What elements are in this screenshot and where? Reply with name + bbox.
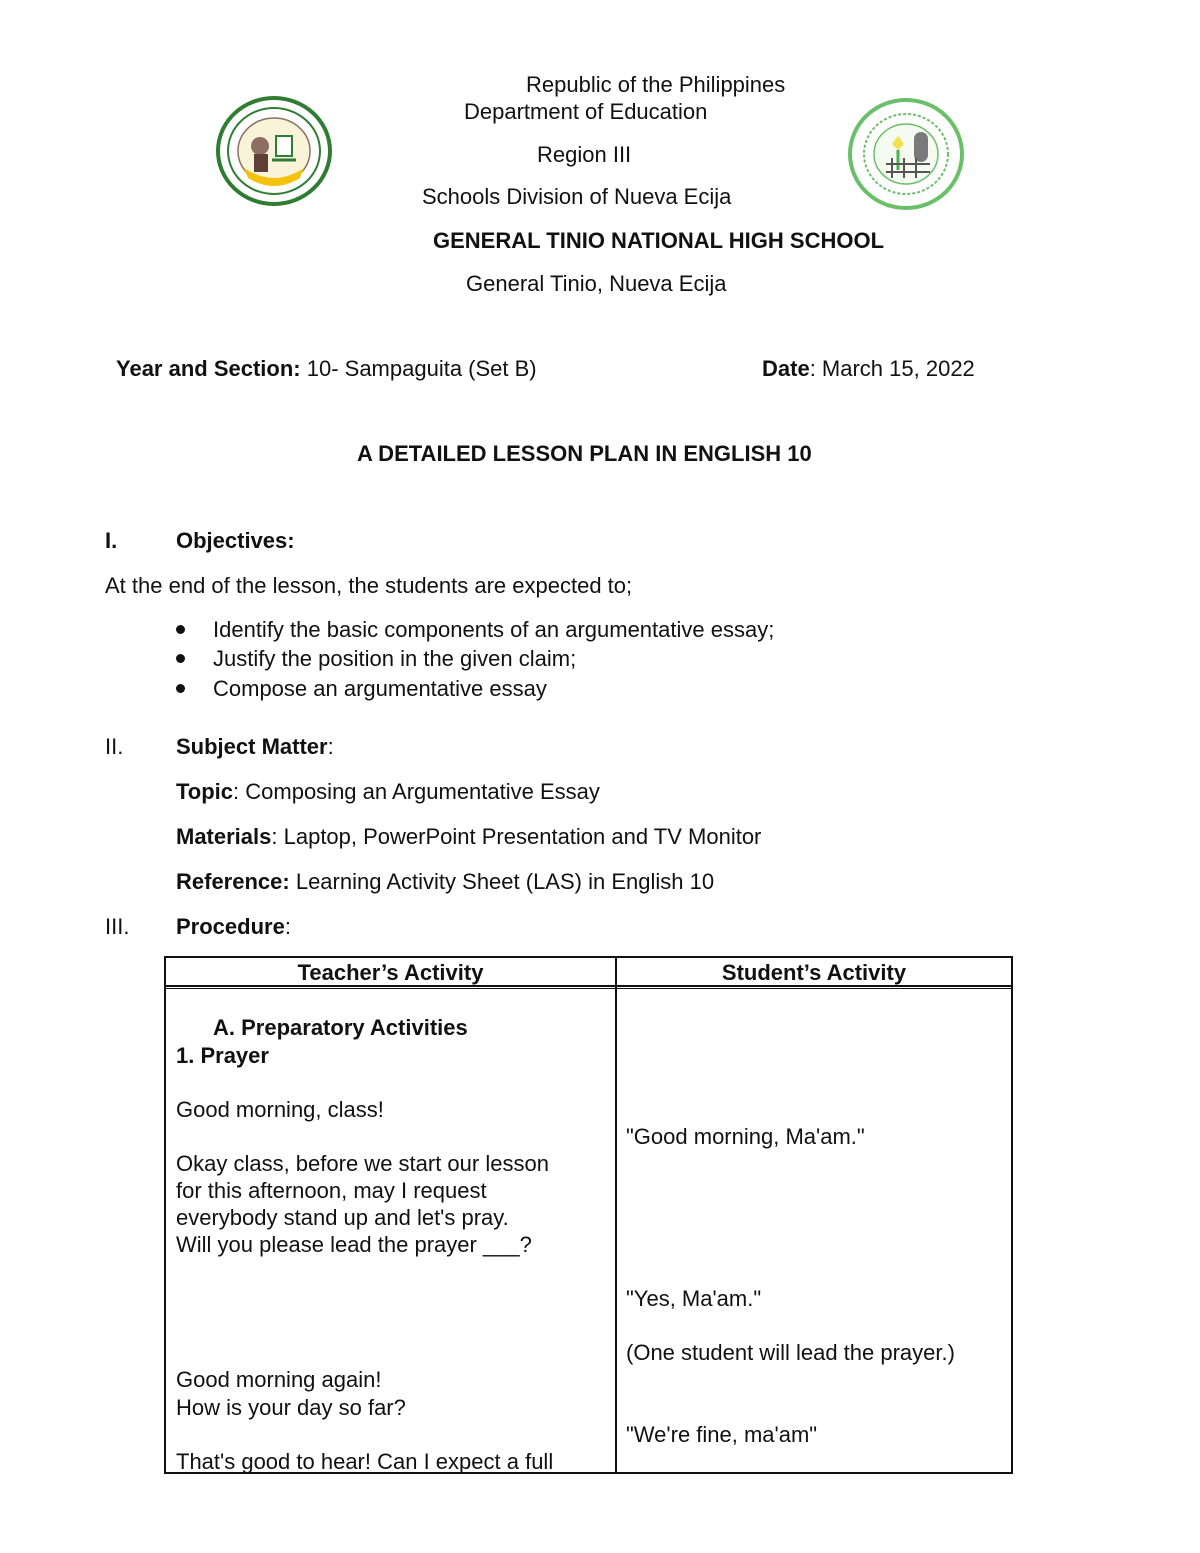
student-activity-header: Student’s Activity — [721, 960, 907, 985]
table-column-divider — [615, 958, 617, 1472]
header-school-name: GENERAL TINIO NATIONAL HIGH SCHOOL — [433, 228, 885, 253]
year-section-label: Year and Section: — [116, 356, 301, 381]
objectives-intro: At the end of the lesson, the students are expected to; — [105, 573, 633, 598]
objective-text: Compose an argumentative essay — [213, 676, 547, 701]
table-header-divider-double — [166, 988, 1011, 989]
teacher-line: for this afternoon, may I request — [176, 1178, 487, 1203]
deped-seal-icon — [216, 96, 332, 206]
objectives-numeral: I. — [105, 528, 118, 553]
topic-label: Topic — [176, 779, 234, 804]
bullet-icon — [176, 654, 185, 663]
header-division: Schools Division of Nueva Ecija — [422, 184, 732, 209]
teacher-line: Okay class, before we start our lesson — [176, 1151, 549, 1176]
subject-matter-numeral: II. — [105, 734, 124, 759]
date-value: : March 15, 2022 — [809, 356, 975, 381]
objectives-title: Objectives: — [176, 528, 295, 553]
subject-matter-title-text: Subject Matter — [176, 734, 328, 759]
lesson-plan-title: A DETAILED LESSON PLAN IN ENGLISH 10 — [357, 441, 812, 466]
objective-text: Identify the basic components of an argumentative essay; — [213, 617, 775, 642]
subject-matter-colon: : — [327, 734, 334, 759]
teacher-line: That's good to hear! Can I expect a full — [176, 1449, 554, 1474]
teacher-activity-header: Teacher’s Activity — [297, 960, 484, 985]
materials-value: : Laptop, PowerPoint Presentation and TV Monitor — [271, 824, 762, 849]
header-region: Region III — [537, 142, 632, 167]
reference-value: Learning Activity Sheet (LAS) in English 10 — [289, 869, 715, 894]
objective-text: Justify the position in the given claim; — [213, 646, 577, 671]
topic-value: : Composing an Argumentative Essay — [233, 779, 600, 804]
objective-item — [176, 646, 576, 672]
procedure-title — [176, 914, 291, 940]
teacher-line: everybody stand up and let's pray. — [176, 1205, 509, 1230]
teacher-line: Will you please lead the prayer ___? — [176, 1232, 532, 1257]
preparatory-activities-heading: A. Preparatory Activities — [213, 1015, 468, 1040]
procedure-table — [164, 956, 1013, 1474]
subject-matter-title — [176, 734, 334, 760]
year-section-line — [116, 356, 537, 382]
date-label: Date — [762, 356, 810, 381]
student-line: "Yes, Ma'am." — [626, 1286, 762, 1311]
header-republic: Republic of the Philippines — [526, 72, 786, 97]
bullet-icon — [176, 684, 185, 693]
student-line: "Good morning, Ma'am." — [626, 1124, 865, 1149]
procedure-title-text: Procedure — [176, 914, 285, 939]
teacher-line: How is your day so far? — [176, 1395, 406, 1420]
objective-item — [176, 676, 547, 702]
procedure-numeral: III. — [105, 914, 130, 939]
teacher-line: Good morning again! — [176, 1367, 382, 1392]
reference-label: Reference: — [176, 869, 290, 894]
procedure-colon: : — [284, 914, 291, 939]
bullet-icon — [176, 625, 185, 634]
student-line: (One student will lead the prayer.) — [626, 1340, 955, 1365]
materials-label: Materials — [176, 824, 272, 849]
prayer-heading: 1. Prayer — [176, 1043, 269, 1068]
topic-line — [176, 779, 600, 805]
objective-item — [176, 617, 774, 643]
table-header-divider — [166, 985, 1011, 987]
year-section-value: 10- Sampaguita (Set B) — [300, 356, 537, 381]
teacher-line: Good morning, class! — [176, 1097, 384, 1122]
reference-line — [176, 869, 714, 895]
header-address: General Tinio, Nueva Ecija — [466, 271, 727, 296]
student-line: "We're fine, ma'am" — [626, 1422, 818, 1447]
date-line — [762, 356, 975, 382]
school-seal-icon — [848, 98, 964, 210]
materials-line — [176, 824, 761, 850]
header-department: Department of Education — [464, 99, 708, 124]
